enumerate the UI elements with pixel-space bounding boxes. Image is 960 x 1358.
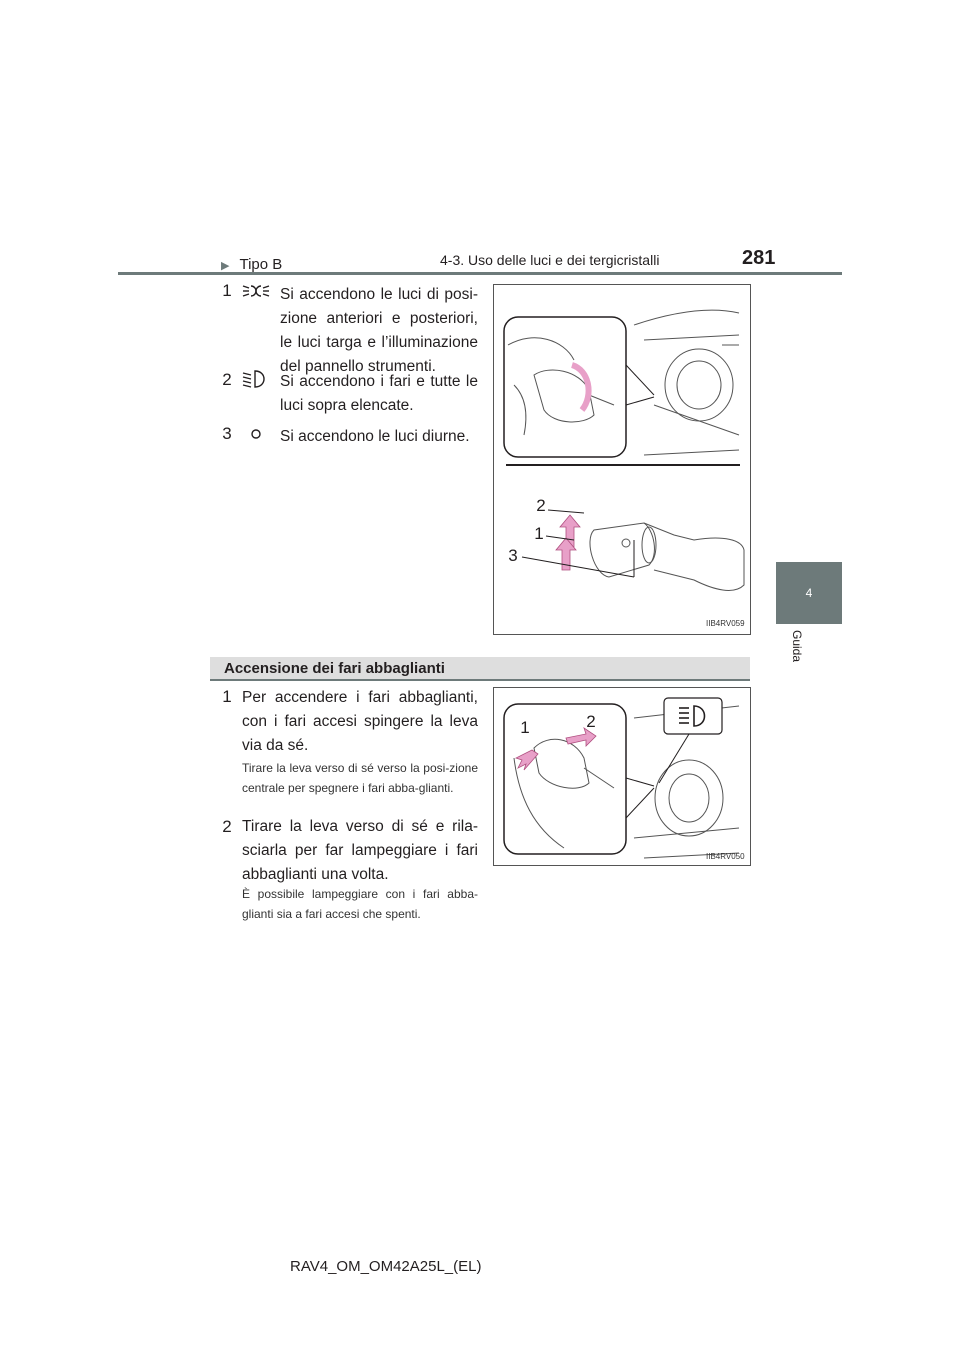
item-text: Si accendono le luci di posi-zione anteriori e posteriori, le luci targa e l’illuminazione del pannello strumenti. <box>280 286 478 375</box>
item-text: Per accendere i fari abbaglianti, con i fari accesi spingere la leva via da sé. <box>242 689 478 754</box>
chapter-tab <box>776 562 842 624</box>
parking-lights-icon <box>242 283 270 299</box>
item-note: È possibile lampeggiare con i fari abba-glianti sia a fari accesi che spenti. <box>242 887 478 921</box>
high-beam-illustration <box>494 688 750 865</box>
callout-number: 2 <box>536 496 546 515</box>
header-section-title: 4-3. Uso delle luci e dei tergicristalli <box>440 252 660 268</box>
item-number: 2 <box>222 817 232 836</box>
drl-icon <box>250 427 262 441</box>
page-number: 281 <box>742 247 776 269</box>
chapter-label: Guida <box>790 630 804 663</box>
callout-number: 1 <box>520 718 530 737</box>
callout-number: 1 <box>534 524 544 543</box>
callout-number: 2 <box>586 712 596 731</box>
item-number: 3 <box>222 424 232 443</box>
callout-number: 3 <box>508 546 518 565</box>
type-bullet <box>221 256 282 273</box>
item-number: 1 <box>222 281 232 300</box>
chapter-number: 4 <box>805 586 813 600</box>
triangle-bullet-icon: ▶ <box>221 260 230 272</box>
item-text: Si accendono i fari e tutte le luci sopra elencate. <box>280 373 478 414</box>
item-number: 2 <box>222 370 232 389</box>
item-note: Tirare la leva verso di sé verso la posi-zione centrale per spegnere i fari abba-glianti. <box>242 761 478 795</box>
figure-lever-type-b <box>493 284 751 635</box>
item-text: Tirare la leva verso di sé e rila-sciarla per far lampeggiare i fari abbaglianti una volta. <box>242 818 478 883</box>
lever-illustration <box>494 285 750 634</box>
figure-lever-high-beam <box>493 687 751 866</box>
footer-model-code: RAV4_OM_OM42A25L_(EL) <box>290 1258 482 1275</box>
figure-code: IIB4RV059 <box>706 619 745 628</box>
type-label: Tipo B <box>239 256 283 273</box>
section-heading: Accensione dei fari abbaglianti <box>210 657 750 681</box>
item-number: 1 <box>222 687 232 706</box>
item-text: Si accendono le luci diurne. <box>280 428 470 445</box>
headlight-low-beam-icon <box>242 370 268 388</box>
figure-code: IIB4RV050 <box>706 852 745 861</box>
